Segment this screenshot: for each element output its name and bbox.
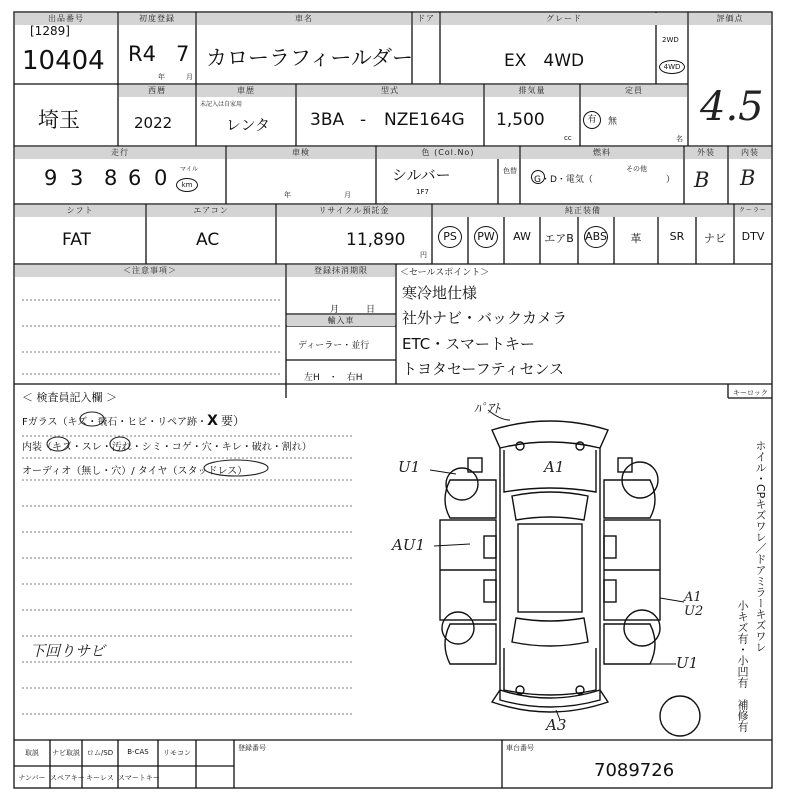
left-front-window: [484, 536, 496, 558]
spare-wheel: [660, 696, 700, 736]
lot-number: 10404: [22, 46, 105, 76]
recycle-label: リサイクル預託金: [277, 205, 431, 217]
inspection-month-unit: 月: [344, 191, 351, 199]
drive-4wd-circled: 4WD: [659, 60, 685, 74]
turbo-yes-circled: 有: [583, 111, 601, 129]
western-year: 2022: [134, 114, 173, 132]
footer-item: ナンバー: [18, 774, 46, 782]
equipment-item: SR: [669, 230, 685, 243]
wheel-rear-right: [624, 610, 660, 646]
mark-hood-a1: A1: [544, 458, 565, 476]
handwritten-underbody-rust: 下回りサビ: [30, 642, 106, 660]
lot-bracket: [1289]: [30, 24, 70, 38]
drive-2wd: 2WD: [662, 36, 679, 44]
mileage-digit-4: 6: [128, 166, 142, 190]
selling-point-1: 寒冷地仕様: [402, 284, 478, 302]
mileage-label: 走行: [15, 147, 225, 159]
mileage-digit-1: 9: [44, 166, 58, 190]
equipment-item: エアB: [544, 232, 574, 245]
interior-grade: B: [740, 166, 756, 190]
cooler-label: クーラー: [735, 205, 771, 217]
equipment-item: ナビ: [704, 232, 726, 245]
month-unit: 月: [186, 73, 193, 81]
roof: [518, 524, 582, 612]
capacity-unit: 名: [676, 135, 683, 143]
fuel-options: G・D・電気（: [534, 175, 593, 185]
equipment-item: ABS: [585, 230, 607, 243]
right-rear-window: [604, 580, 616, 602]
grade-label: グレード: [441, 13, 687, 25]
left-front-fender: [445, 480, 496, 518]
equipment-item: PW: [477, 230, 495, 243]
footer-item: キーレス: [86, 774, 114, 782]
trunk: [504, 648, 596, 695]
first-registration-label: 初度登録: [119, 13, 195, 25]
selling-points-label: ＜セールスポイント＞: [400, 268, 490, 278]
body-outline: [500, 448, 600, 707]
turbo-no: 無: [608, 117, 618, 127]
footer-item: B-CAS: [127, 748, 149, 756]
shift-label: シフト: [15, 205, 145, 217]
door-label: ドア: [413, 13, 439, 25]
yen-unit: 円: [420, 251, 427, 259]
mark-right-a1: A1: [684, 590, 702, 605]
keylock-label: キーロック: [733, 389, 768, 397]
mileage-unit-mile: マイル: [180, 166, 198, 173]
fuel-label: 燃料: [521, 147, 683, 159]
displacement: 1,500: [496, 110, 545, 130]
right-front-fender: [604, 480, 655, 518]
history-note: 未記入は自家用: [200, 101, 243, 108]
mileage-digit-5: 0: [154, 166, 168, 190]
mark-right-u2: U2: [684, 604, 704, 619]
selling-point-2: 社外ナビ・バックカメラ: [402, 309, 568, 327]
mark-rear-a3: A3: [546, 716, 567, 734]
ac: AC: [196, 230, 220, 250]
score-label: 評価点: [689, 13, 771, 25]
left-rear-fender: [445, 624, 496, 664]
registration-day: 日: [366, 305, 376, 315]
wheel-rear-left: [442, 612, 474, 644]
mark-top: ﾊﾟｱﾄ: [474, 402, 500, 417]
exterior-grade: B: [694, 168, 710, 192]
color-label: 色 (Col.No): [377, 147, 519, 159]
import-dealer: ディーラー・並行: [298, 341, 370, 351]
car-name-label: 車名: [197, 13, 411, 25]
region: 埼玉: [38, 108, 80, 132]
inspection-label: 車検: [227, 147, 375, 159]
side-legend-1: ホイル・CPキズワレ／ドアミラーキズワレ: [754, 440, 767, 653]
fuel-other: その他: [626, 165, 647, 173]
model-prefix: 3BA: [310, 110, 345, 130]
mark-right-u1: U1: [676, 654, 699, 672]
cc-unit: cc: [564, 134, 572, 142]
history: レンタ: [226, 116, 271, 134]
ac-label: エアコン: [147, 205, 275, 217]
equipment-item: DTV: [741, 230, 765, 243]
equipment-item: PS: [443, 230, 457, 243]
capacity-label: 定員: [581, 85, 687, 97]
footer-item: ロム/SD: [86, 749, 114, 757]
color-change-label: 色替: [503, 167, 517, 175]
footer-item: スペアキー: [50, 774, 85, 782]
model-dash: -: [360, 110, 367, 130]
equipment-label: 純正装備: [433, 205, 733, 217]
right-front-window: [604, 536, 616, 558]
model-code: NZE164G: [384, 110, 465, 130]
equipment-item: 革: [630, 232, 642, 245]
chassis-number: 7089726: [594, 760, 675, 781]
mileage-unit-km-circled: km: [176, 178, 198, 192]
fuel-close: ）: [666, 175, 676, 185]
year-unit: 年: [158, 73, 165, 81]
car-name: カローラフィールダー: [206, 46, 414, 70]
recycle-deposit: 11,890: [346, 230, 406, 250]
chassis-number-label: 車台番号: [506, 744, 534, 752]
mileage-digit-3: 8: [104, 166, 118, 190]
side-legend-2: 小キズ有・小凹有 補修有: [736, 600, 749, 732]
inspector-title: ＜ 検査員記入欄 ＞: [22, 391, 117, 404]
shift: FAT: [62, 230, 91, 250]
color: シルバー: [392, 166, 451, 184]
windshield: [512, 492, 588, 520]
exterior-label: 外装: [685, 147, 727, 159]
mark-left-u1: U1: [398, 458, 421, 476]
registration-expiry-label: 登録抹消期限: [287, 265, 395, 277]
mark-left-au1: AU1: [392, 536, 426, 554]
registration-month: 月: [330, 305, 340, 315]
sales-number-label: 出品番号: [15, 13, 117, 25]
import-label: 輸入車: [287, 315, 395, 326]
registration-era: R4: [128, 42, 156, 66]
model-label: 型式: [297, 85, 483, 97]
displacement-label: 排気量: [485, 85, 579, 97]
import-handle: 左H ・ 右H: [304, 373, 363, 383]
inspection-year-unit: 年: [284, 191, 291, 199]
rear-bumper: [492, 690, 608, 712]
footer-item: ナビ取説: [52, 749, 80, 757]
rear-window: [512, 618, 588, 646]
registration-month: 7: [176, 42, 190, 66]
color-number: 1F7: [416, 188, 429, 196]
grade: EX 4WD: [504, 51, 585, 71]
selling-point-4: トヨタセーフティセンス: [402, 360, 565, 378]
glass-line: Fガラス（キズ・飛石・ヒビ・リペア跡・X 要）: [22, 413, 246, 429]
selling-point-3: ETC・スマートキー: [402, 335, 535, 353]
caution-label: ＜注意事項＞: [15, 265, 285, 277]
right-rear-fender: [604, 624, 655, 664]
audio-tire-line: オーディオ（無し・穴）/ タイヤ（スタッドレス）: [22, 466, 248, 477]
interior-label: 内装: [729, 147, 771, 159]
mileage-digit-2: 3: [70, 166, 84, 190]
score-value: 4.5: [700, 84, 764, 130]
front-bumper: [492, 421, 608, 448]
left-rear-window: [484, 580, 496, 602]
registration-number-label: 登録番号: [238, 744, 266, 752]
interior-line: 内装（キズ・スレ・汚れ・シミ・コゲ・穴・キレ・破れ・割れ）: [22, 442, 312, 453]
footer-item: スマートキー: [118, 774, 160, 782]
footer-item: 取説: [25, 749, 39, 757]
history-label: 車歴: [197, 85, 295, 97]
footer-item: リモコン: [163, 749, 191, 757]
western-year-label: 西暦: [119, 85, 195, 97]
equipment-item: AW: [513, 230, 531, 243]
